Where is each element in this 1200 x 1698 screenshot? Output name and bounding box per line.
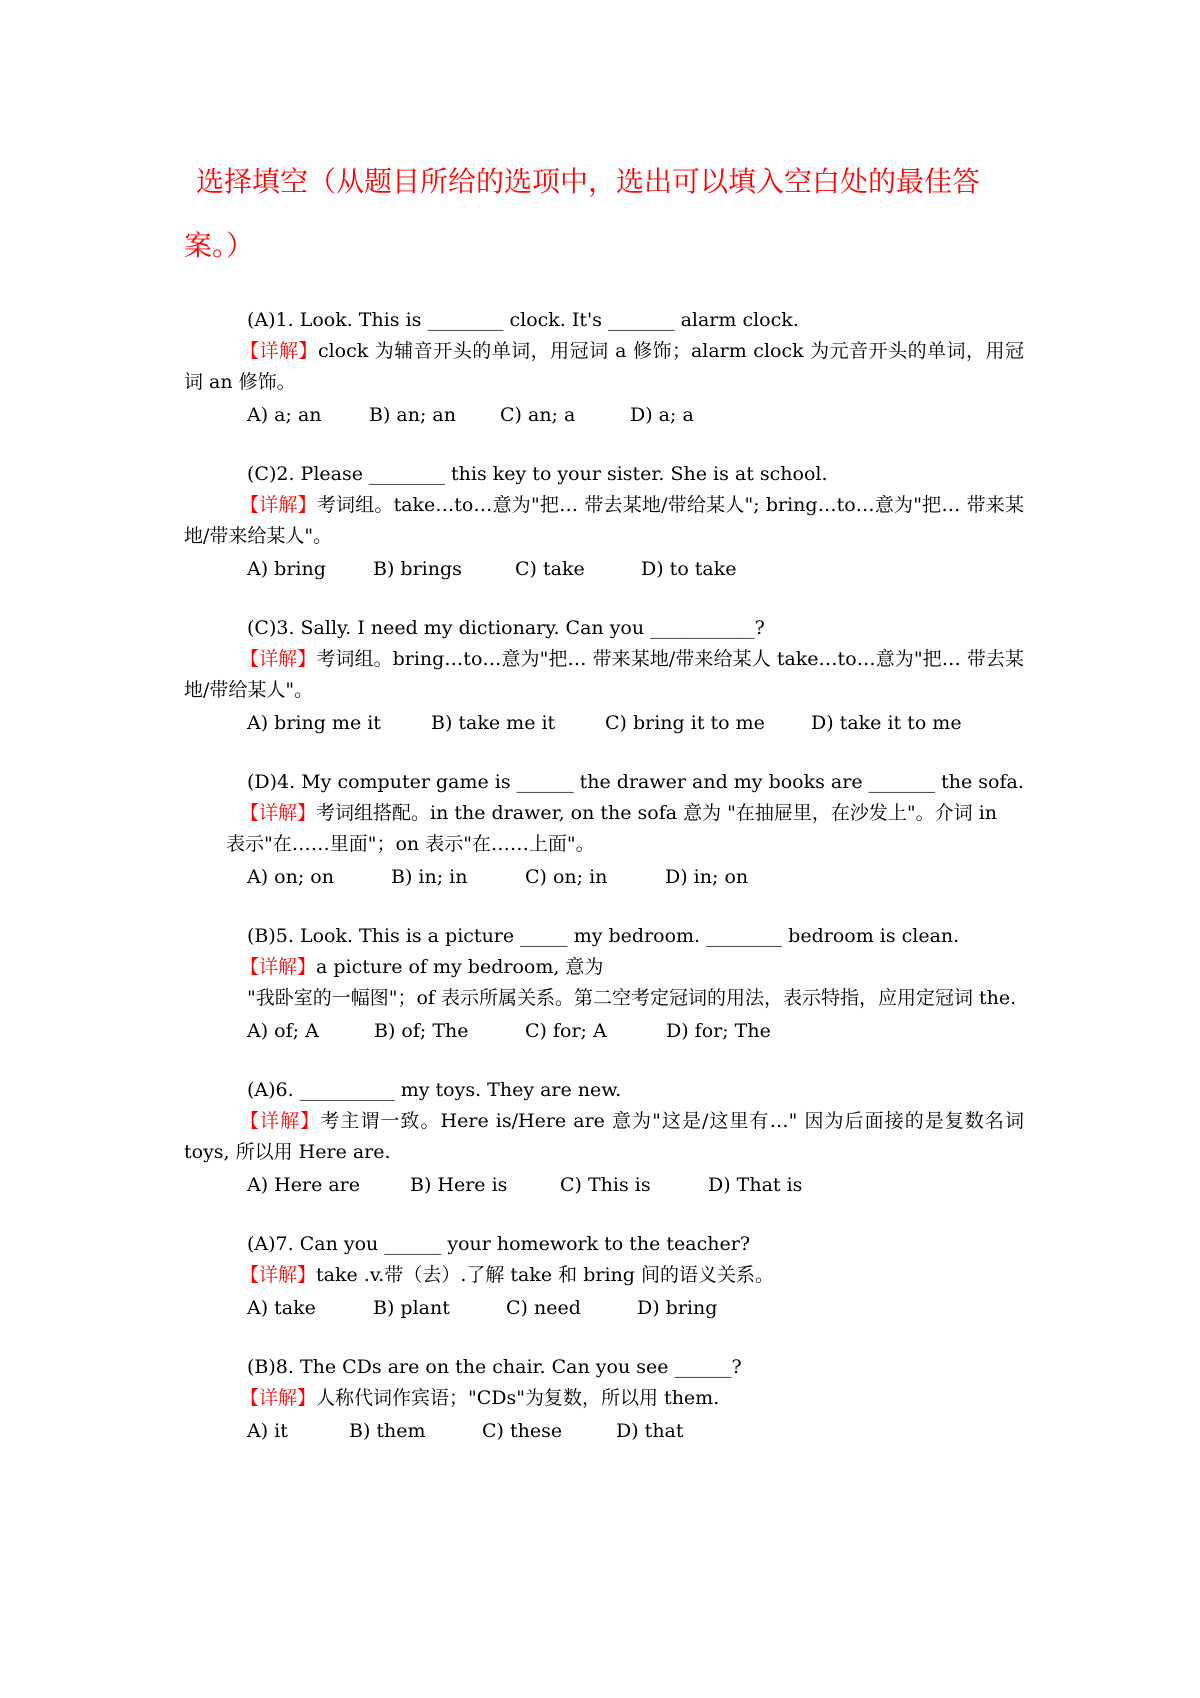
- option-b: B) them: [349, 1420, 426, 1442]
- option-a: A) Here are: [247, 1174, 361, 1196]
- page-title: 选择填空（从题目所给的选项中，选出可以填入空白处的最佳答案。）: [184, 165, 981, 262]
- question-explanation-continued: [184, 829, 1024, 860]
- detail-tag: 【详解】: [240, 1110, 321, 1132]
- detail-tag: 【详解】: [240, 340, 318, 362]
- question-explanation-continued: [184, 983, 1024, 1014]
- options-row: [184, 554, 1024, 585]
- explanation-text: 考词组。take…to…意为"把… 带去某地/带给某人"; bring…to…意为"把… 带来某地/带来给某人"。: [184, 494, 1024, 547]
- explanation-text: 考词组搭配。in the drawer, on the sofa 意为 "在抽屉里，在沙发上"。介词 in: [316, 802, 998, 824]
- explanation-text-continued: "我卧室的一幅图"；of 表示所属关系。第二空考定冠词的用法，表示特指，应用定冠词 the.: [247, 987, 1017, 1009]
- detail-tag: 【详解】: [240, 802, 317, 824]
- question-explanation: [184, 644, 1024, 706]
- question-stem: (D)4. My computer game is ______ the drawer and my books are _______ the sofa.: [247, 771, 1024, 793]
- question-stem: (B)5. Look. This is a picture _____ my bedroom. ________ bedroom is clean.: [247, 925, 960, 947]
- option-c: C) bring it to me: [605, 712, 765, 734]
- question-stem: (C)3. Sally. I need my dictionary. Can you ___________?: [247, 617, 765, 639]
- option-b: B) brings: [373, 558, 462, 580]
- options-row: [184, 1016, 1024, 1047]
- detail-tag: 【详解】: [240, 1387, 317, 1409]
- option-b: B) of; The: [374, 1020, 469, 1042]
- explanation-text: 考主谓一致。Here is/Here are 意为"这是/这里有…" 因为后面接的是复数名词 toys, 所以用 Here are.: [184, 1110, 1024, 1163]
- explanation-text: clock 为辅音开头的单词，用冠词 a 修饰；alarm clock 为元音开头的单词，用冠词 an 修饰。: [184, 340, 1024, 393]
- question-stem: (A)7. Can you ______ your homework to the teacher?: [247, 1233, 751, 1255]
- option-c: C) take: [515, 558, 585, 580]
- question-explanation: [184, 952, 1024, 983]
- option-a: A) bring: [247, 558, 326, 580]
- question-explanation: [184, 798, 1024, 829]
- question-4: [184, 767, 1024, 893]
- question-list: [184, 305, 1024, 1475]
- option-d: D) to take: [641, 558, 737, 580]
- question-explanation: [184, 1260, 1024, 1291]
- options-row: [184, 1416, 1024, 1447]
- question-6: [184, 1075, 1024, 1201]
- option-a: A) a; an: [247, 404, 322, 426]
- option-d: D) in; on: [665, 866, 749, 888]
- option-d: D) take it to me: [811, 712, 962, 734]
- question-2: [184, 459, 1024, 585]
- option-b: B) take me it: [431, 712, 556, 734]
- option-b: B) plant: [373, 1297, 450, 1319]
- option-c: C) on; in: [525, 866, 608, 888]
- question-8: [184, 1352, 1024, 1447]
- option-c: C) This is: [560, 1174, 651, 1196]
- options-row: [184, 1170, 1024, 1201]
- question-3: [184, 613, 1024, 739]
- options-row: [184, 1293, 1024, 1324]
- option-d: D) bring: [637, 1297, 718, 1319]
- question-7: [184, 1229, 1024, 1324]
- option-b: B) in; in: [391, 866, 468, 888]
- detail-tag: 【详解】: [240, 494, 317, 516]
- detail-tag: 【详解】: [240, 1264, 317, 1286]
- detail-tag: 【详解】: [240, 648, 317, 670]
- option-a: A) of; A: [247, 1020, 319, 1042]
- option-c: C) for; A: [525, 1020, 607, 1042]
- question-1: [184, 305, 1024, 431]
- question-explanation: [184, 336, 1024, 398]
- question-stem: (A)1. Look. This is ________ clock. It's _______ alarm clock.: [247, 309, 799, 331]
- explanation-text: a picture of my bedroom, 意为: [316, 956, 604, 978]
- explanation-text-continued: 表示"在……里面"；on 表示"在……上面"。: [226, 833, 595, 855]
- question-stem: (A)6. __________ my toys. They are new.: [247, 1079, 622, 1101]
- option-d: D) a; a: [630, 404, 694, 426]
- options-row: [184, 708, 1024, 739]
- options-row: [184, 400, 1024, 431]
- option-c: C) an; a: [500, 404, 576, 426]
- option-a: A) it: [247, 1420, 288, 1442]
- explanation-text: 人称代词作宾语；"CDs"为复数，所以用 them.: [316, 1387, 720, 1409]
- question-stem: (C)2. Please ________ this key to your sister. She is at school.: [247, 463, 828, 485]
- option-a: A) bring me it: [247, 712, 381, 734]
- option-d: D) That is: [708, 1174, 803, 1196]
- option-d: D) for; The: [666, 1020, 771, 1042]
- explanation-text: 考词组。bring…to…意为"把… 带来某地/带来给某人 take…to…意为"把… 带去某地/带给某人"。: [184, 648, 1024, 701]
- option-c: C) these: [482, 1420, 563, 1442]
- option-d: D) that: [616, 1420, 684, 1442]
- explanation-text: take .v.带（去）.了解 take 和 bring 间的语义关系。: [316, 1264, 774, 1286]
- detail-tag: 【详解】: [240, 956, 317, 978]
- option-c: C) need: [506, 1297, 581, 1319]
- option-b: B) Here is: [410, 1174, 508, 1196]
- question-explanation: [184, 490, 1024, 552]
- options-row: [184, 862, 1024, 893]
- option-a: A) on; on: [247, 866, 334, 888]
- question-5: [184, 921, 1024, 1047]
- question-explanation: [184, 1383, 1024, 1414]
- option-b: B) an; an: [369, 404, 456, 426]
- question-stem: (B)8. The CDs are on the chair. Can you see ______?: [247, 1356, 742, 1378]
- option-a: A) take: [247, 1297, 316, 1319]
- question-explanation: [184, 1106, 1024, 1168]
